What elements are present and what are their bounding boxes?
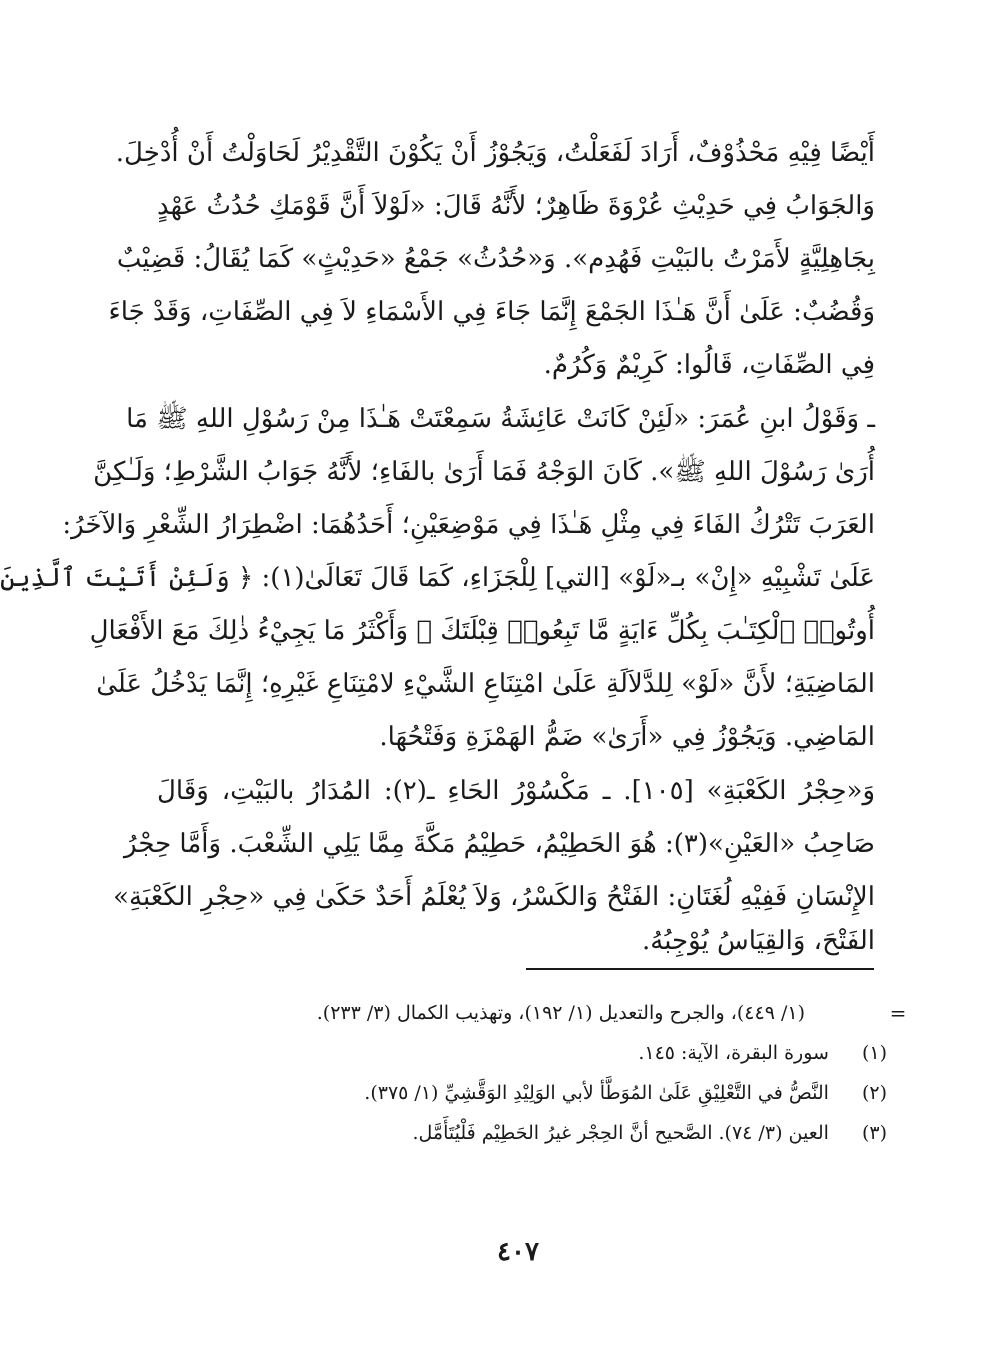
body-line-4: وَقُضُبٌ: عَلَىٰ أَنَّ هَـٰذَا الجَمْعَ إِنَّمَا جَاءَ فِي الأَسْمَاءِ لاَ فِي الصِّفَاتِ، وَقَدْ جَاءَ [108,297,875,327]
body-line-14: صَاحِبُ «العَيْنِ»(٣): هُوَ الحَطِيْمُ، حَطِيْمُ مَكَّةَ مِمَّا يَلِي الشِّعْبَ. وَأَمَّا حِجْرُ [123,829,875,859]
body-line-7: أُرَىٰ رَسُوْلَ اللهِ ﷺ». كَانَ الوَجْهُ فَمَا أَرَىٰ بالفَاءِ؛ لأَنَّهُ جَوَابُ الشَّرْطِ؛ وَلَـٰكِنَّ [93,457,875,487]
body-line-2: وَالجَوَابُ فِي حَدِيْثِ عُرْوَةَ ظَاهِرٌ؛ لأَنَّهُ قَالَ: «لَوْلاَ أَنَّ قَوْمَكِ حُدُثُ عَهْدٍ [157,191,875,221]
footnote-item [212,1036,887,1070]
footnote-item [212,1116,887,1150]
body-line-16: الفَتْحَ، وَالقِيَاسُ يُوْجِبُهُ. [642,926,875,956]
body-line-1: أَيْضًا فِيْهِ مَحْذُوْفٌ، أَرَادَ لَفَعَلْتُ، وَيَجُوْزُ أَنْ يَكُوْنَ التَّقْدِيْرُ لَحَاوَلْتُ أَنْ أُدْخِلَ. [115,138,875,168]
footnote-separator [526,968,874,970]
body-line-9: عَلَىٰ تَشْبِيْهِ «إِنْ» بـ«لَوْ» [التي] لِلْجَزَاءِ، كَمَا قَالَ تَعَالَىٰ(١): ﴿ وَلَئِنْ أَتَيْتَ ٱلَّذِينَ [0,563,875,593]
body-line-10: أُوتُوا۟ ٱلْكِتَـٰبَ بِكُلِّ ءَايَةٍ مَّا تَبِعُوا۟ قِبْلَتَكَ ﴾ وَأَكْثَرُ مَا يَجِيْءُ ذٰلِكَ مَعَ الأَفْعَالِ [89,616,875,646]
body-line-12: المَاضِي. وَيَجُوْزُ فِي «أَرَىٰ» ضَمُّ الهَمْزَةِ وَفَتْحُهَا. [379,722,875,752]
footnote-number: (٢) [861,1082,887,1104]
body-line-15: الإِنْسَانِ فَفِيْهِ لُغَتَانِ: الفَتْحُ وَالكَسْرُ، وَلاَ يُعْلَمُ أَحَدٌ حَكَىٰ فِي «حِجْرِ الكَعْبَةِ» [113,882,875,912]
body-line-3: بِجَاهِلِيَّةٍ لأَمَرْتُ بالبَيْتِ فَهُدِم». وَ«حُدُثُ» جَمْعُ «حَدِيْثٍ» كَمَا يُقَالُ: قَضِيْبٌ [116,244,875,274]
body-line-8: العَرَبَ تَتْرُكُ الفَاءَ فِي مِثْلِ هَـٰذَا فِي مَوْضِعَيْنِ؛ أَحَدُهُمَا: اضْطِرَارُ الشِّعْرِ وَالآخَرُ: [62,510,875,540]
footnote-continuation: (١/ ٤٤٩)، والجرح والتعديل (١/ ١٩٢)، وتهذيب الكمال (٣/ ٢٣٣). [316,1002,805,1024]
body-line-11: المَاضِيَةِ؛ لأَنَّ «لَوْ» لِلدَّلاَلَةِ عَلَىٰ امْتِنَاعِ الشَّيْءِ لامْتِنَاعِ غَيْرِهِ؛ إِنَّمَا يَدْخُلُ عَلَىٰ [96,669,875,699]
body-line-13: وَ«حِجْرُ الكَعْبَةِ» [١٠٥]. ـ مَكْسُوْرُ الحَاءِ ـ(٢): المُدَارُ بالبَيْتِ، وَقَالَ [157,776,876,806]
footnote-item [212,1076,887,1110]
body-line-6: ـ وَقَوْلُ ابنِ عُمَرَ: «لَئِنْ كَانَتْ عَائِشَةُ سَمِعْتَتْ هَـٰذَا مِنْ رَسُوْلِ اللهِ ﷺ مَا [126,404,875,434]
footnote-number: (٣) [861,1122,887,1144]
footnote-text: النَّصُّ في التَّعْلِيْقِ عَلَىٰ المُوَطَّأ لأبي الوَلِيْدِ الوَقَّشِيِّ (١/ ٣٧٥). [364,1082,829,1104]
body-line-5: فِي الصِّفَاتِ، قَالُوا: كَرِيْمٌ وَكُرُمٌ. [543,350,875,380]
page-number: ٤٠٧ [497,1237,539,1267]
footnote-continuation-mark: = [889,1001,907,1025]
footnote-number: (١) [861,1042,887,1064]
footnote-text: العين (٣/ ٧٤). الصَّحيح أنَّ الحِجْر غيرُ الحَطِيْم فَلْيُتَأَمَّل. [412,1122,829,1144]
footnote-text: سورة البقرة، الآية: ١٤٥. [638,1042,829,1064]
